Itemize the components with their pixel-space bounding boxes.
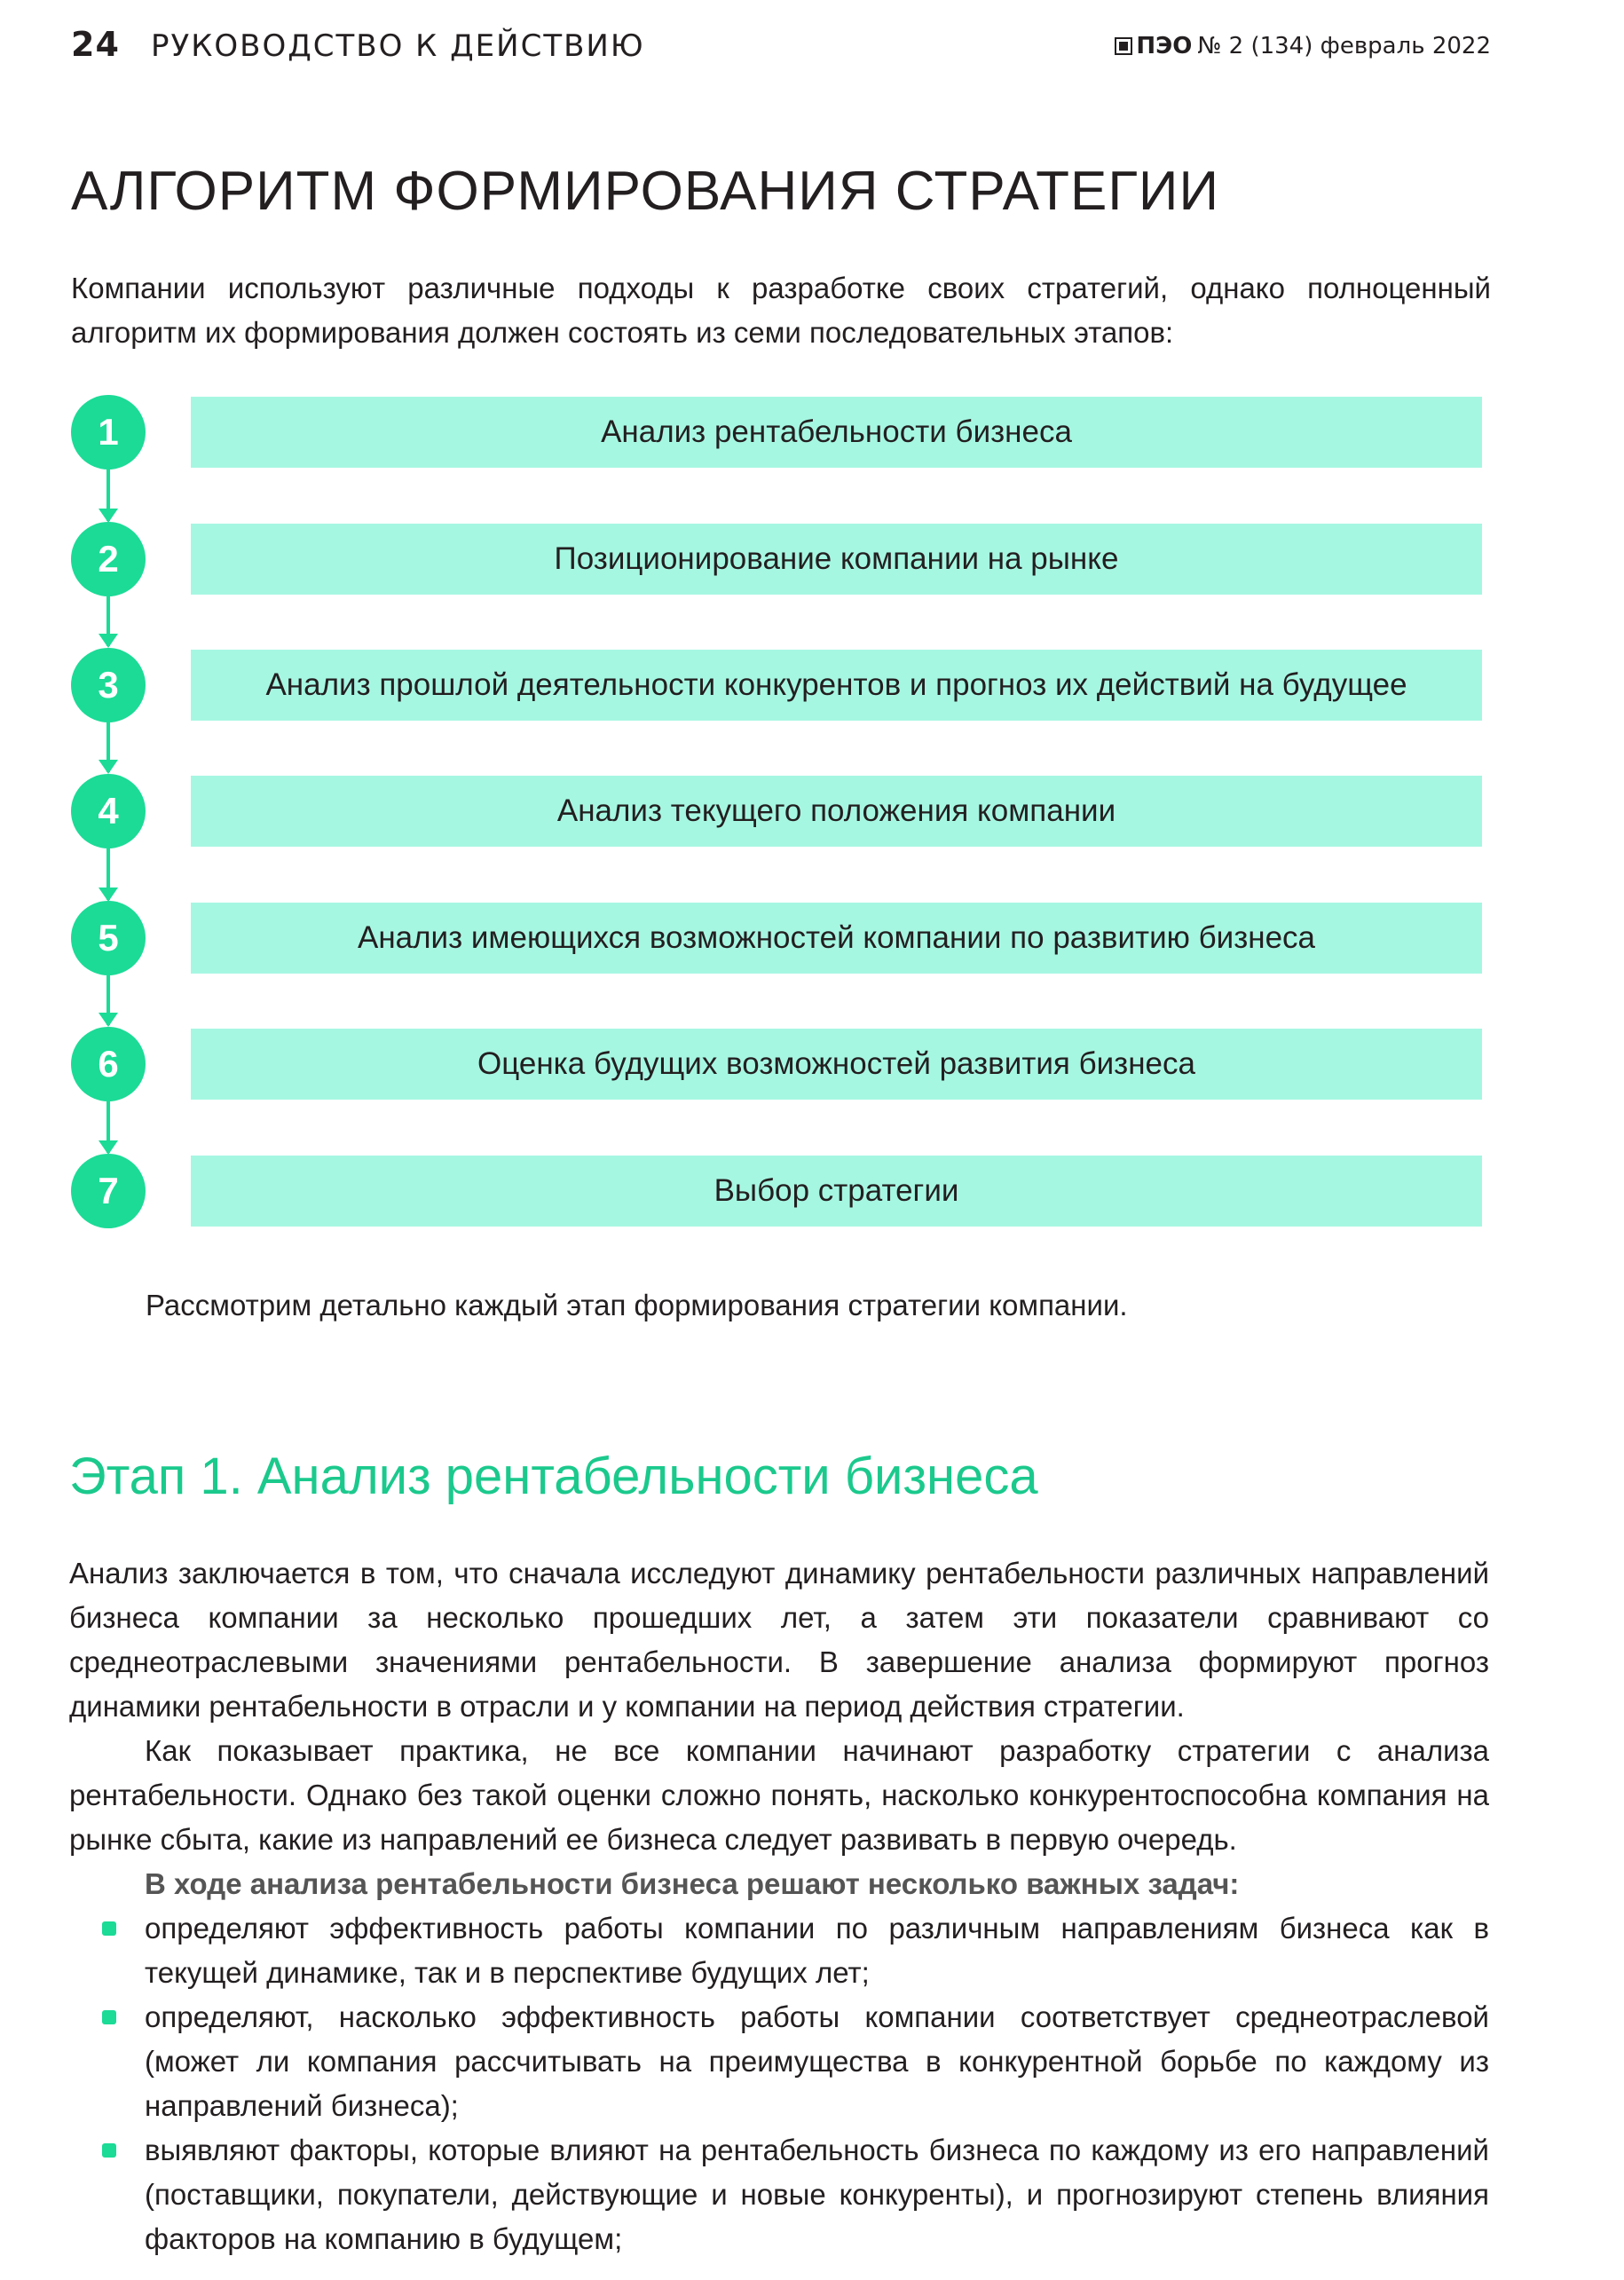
step-label-box: Оценка будущих возможностей развития бизнеса xyxy=(191,1029,1482,1100)
flow-step xyxy=(71,901,1491,975)
step-number-circle: 2 xyxy=(71,522,146,596)
list-item xyxy=(69,1906,1489,1995)
page-header xyxy=(71,18,1491,71)
body-paragraph: Анализ заключается в том, что сначала исследуют динамику рентабельности различных направлений бизнеса компании за несколько прошедших лет, а затем эти показатели сравнивают со среднеотраслевыми значениями рентабельности. В завершение анализа формируют прогноз динамики рентабельности в отрасли и у компании на период действия стратегии. xyxy=(69,1557,1489,1723)
tasks-lead-in: В ходе анализа рентабельности бизнеса решают несколько важных задач: xyxy=(145,1867,1240,1900)
section-name: РУКОВОДСТВО К ДЕЙСТВИЮ xyxy=(151,28,645,64)
down-arrow-icon xyxy=(106,848,110,900)
flow-step xyxy=(71,1154,1491,1228)
stage-body xyxy=(69,1551,1489,2261)
flow-step xyxy=(71,1027,1491,1101)
page-number: 24 xyxy=(71,25,120,64)
list-item xyxy=(69,1995,1489,2128)
step-number-circle: 4 xyxy=(71,774,146,848)
list-item-text: определяют, насколько эффективность работы компании соответствует среднеотраслевой (может ли компания рассчитывать на преимущества в конкурентной борьбе по каждому из направлений бизнеса); xyxy=(145,2000,1489,2122)
step-number-circle: 6 xyxy=(71,1027,146,1101)
flow-step xyxy=(71,522,1491,596)
down-arrow-icon xyxy=(106,1101,110,1153)
journal-logo-icon xyxy=(1115,37,1132,55)
down-arrow-icon xyxy=(106,975,110,1025)
flow-step xyxy=(71,774,1491,848)
step-label-box: Позиционирование компании на рынке xyxy=(191,524,1482,595)
step-label-box: Анализ имеющихся возможностей компании по развитию бизнеса xyxy=(191,903,1482,974)
step-number-circle: 5 xyxy=(71,901,146,975)
flow-step xyxy=(71,395,1491,469)
list-item xyxy=(69,2128,1489,2261)
down-arrow-icon xyxy=(106,722,110,772)
bullet-square-icon xyxy=(102,1921,116,1936)
list-item-text: определяют эффективность работы компании по различным направлениям бизнеса как в текущей динамике, так и в перспективе будущих лет; xyxy=(145,1912,1489,1989)
bullet-square-icon xyxy=(102,2010,116,2024)
flow-step xyxy=(71,648,1491,722)
step-number-circle: 7 xyxy=(71,1154,146,1228)
step-number-circle: 3 xyxy=(71,648,146,722)
journal-logo xyxy=(1115,33,1192,59)
journal-logo-text: ПЭО xyxy=(1136,33,1193,59)
down-arrow-icon xyxy=(106,469,110,521)
tasks-list xyxy=(69,1906,1489,2261)
transition-sentence: Рассмотрим детально каждый этап формирования стратегии компании. xyxy=(146,1289,1128,1321)
strategy-flowchart xyxy=(71,395,1491,1238)
issue-info xyxy=(1115,33,1491,59)
body-paragraph: Как показывает практика, не все компании начинают разработку стратегии с анализа рентабельности. Однако без такой оценки сложно понять, насколько конкурентоспособна компания на рынке сбыта, какие из направлений ее бизнеса следует развивать в первую очередь. xyxy=(69,1734,1489,1856)
list-item-text: выявляют факторы, которые влияют на рентабельность бизнеса по каждому из его направлений (поставщики, покупатели, действующие и новые конкуренты), и прогнозируют степень влияния факторов на компанию в будущем; xyxy=(145,2134,1489,2255)
step-label-box: Анализ текущего положения компании xyxy=(191,776,1482,847)
step-label-box: Выбор стратегии xyxy=(191,1156,1482,1227)
issue-number: № 2 (134) февраль 2022 xyxy=(1197,33,1491,59)
intro-paragraph: Компании используют различные подходы к разработке своих стратегий, однако полноценный алгоритм их формирования должен состоять из семи последовательных этапов: xyxy=(71,272,1491,349)
down-arrow-icon xyxy=(106,596,110,646)
step-number-circle: 1 xyxy=(71,395,146,469)
bullet-square-icon xyxy=(102,2143,116,2158)
page-title: АЛГОРИТМ ФОРМИРОВАНИЯ СТРАТЕГИИ xyxy=(71,161,1220,222)
step-label-box: Анализ рентабельности бизнеса xyxy=(191,397,1482,468)
step-label-box: Анализ прошлой деятельности конкурентов и прогноз их действий на будущее xyxy=(191,650,1482,721)
stage-heading: Этап 1. Анализ рентабельности бизнеса xyxy=(69,1448,1038,1505)
